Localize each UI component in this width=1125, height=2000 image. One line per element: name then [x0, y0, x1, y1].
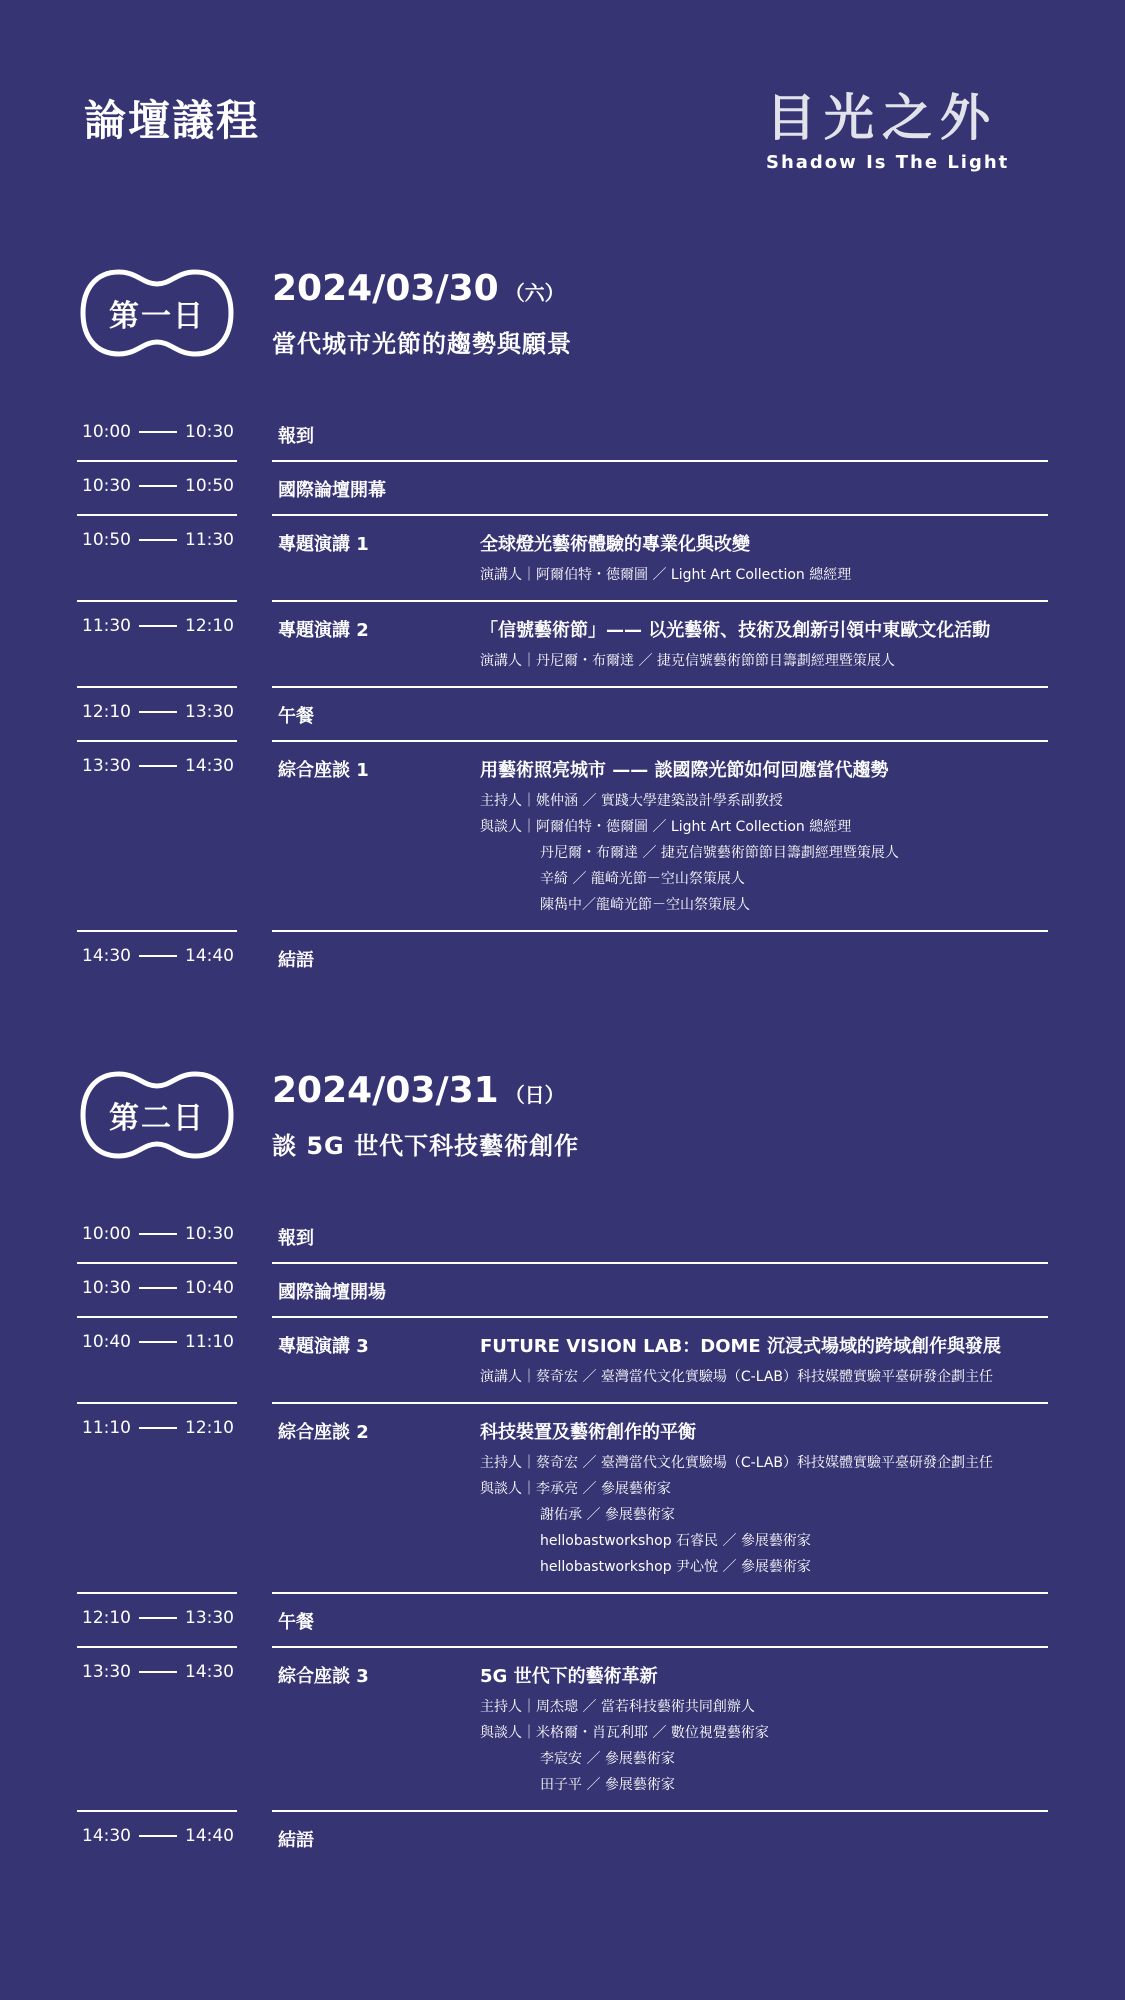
- session-type: 綜合座談 3: [278, 1666, 369, 1687]
- session-detail: [480, 1418, 1060, 1580]
- speaker-line: 陳雋中／龍崎光節－空山祭策展人: [540, 897, 750, 913]
- speaker-line: 與談人｜米格爾・肖瓦利耶 ／ 數位視覺藝術家: [480, 1725, 769, 1741]
- start-time: 11:10: [82, 1418, 131, 1438]
- speaker-line: 與談人｜李承亮 ／ 參展藝術家: [480, 1481, 671, 1497]
- weekday: （日）: [504, 1083, 565, 1107]
- time-range: [82, 1332, 234, 1352]
- session-topic: 科技裝置及藝術創作的平衡: [480, 1422, 696, 1443]
- time-range: [82, 1608, 234, 1628]
- time-dash: [139, 485, 177, 487]
- end-time: 13:30: [185, 1608, 234, 1628]
- schedule-row: [0, 932, 1125, 986]
- session-topic: FUTURE VISION LAB：DOME 沉浸式場域的跨域創作與發展: [480, 1336, 1001, 1357]
- time-dash: [139, 1427, 177, 1429]
- session-topic: 用藝術照亮城市 —— 談國際光節如何回應當代趨勢: [480, 760, 889, 781]
- session-detail: [480, 530, 1060, 588]
- time-dash: [139, 1617, 177, 1619]
- session-type: 報到: [278, 1228, 314, 1249]
- session-type: 專題演講 2: [278, 620, 369, 641]
- start-time: 10:50: [82, 530, 131, 550]
- session-detail: [480, 616, 1060, 674]
- session-type: 專題演講 1: [278, 534, 369, 555]
- end-time: 10:40: [185, 1278, 234, 1298]
- time-dash: [139, 1233, 177, 1235]
- time-dash: [139, 431, 177, 433]
- schedule-row: [0, 1318, 1125, 1404]
- start-time: 14:30: [82, 946, 131, 966]
- time-range: [82, 422, 234, 442]
- start-time: 10:00: [82, 1224, 131, 1244]
- schedule-row: [0, 742, 1125, 932]
- time-dash: [139, 539, 177, 541]
- time-dash: [139, 1671, 177, 1673]
- end-time: 10:30: [185, 1224, 234, 1244]
- page-title: 論壇議程: [84, 96, 261, 145]
- end-time: 12:10: [185, 616, 234, 636]
- time-range: [82, 1418, 234, 1438]
- schedule-row: [0, 1264, 1125, 1318]
- time-dash: [139, 1287, 177, 1289]
- time-range: [82, 476, 234, 496]
- end-time: 11:10: [185, 1332, 234, 1352]
- end-time: 13:30: [185, 702, 234, 722]
- date-text: 2024/03/31: [272, 1070, 499, 1111]
- session-detail: [480, 1332, 1060, 1390]
- date-text: 2024/03/30: [272, 268, 499, 309]
- day-date: [272, 268, 565, 309]
- session-type: 午餐: [278, 1612, 314, 1633]
- session-detail: [480, 756, 1060, 918]
- session-type: 結語: [278, 950, 314, 971]
- session-type: 報到: [278, 426, 314, 447]
- schedule-row: [0, 408, 1125, 462]
- session-type: 結語: [278, 1830, 314, 1851]
- schedule-row: [0, 602, 1125, 688]
- end-time: 10:50: [185, 476, 234, 496]
- session-type: 國際論壇開幕: [278, 480, 386, 501]
- end-time: 14:30: [185, 756, 234, 776]
- session-type: 綜合座談 2: [278, 1422, 369, 1443]
- time-range: [82, 946, 234, 966]
- end-time: 11:30: [185, 530, 234, 550]
- session-topic: 「信號藝術節」—— 以光藝術、技術及創新引領中東歐文化活動: [480, 620, 991, 641]
- end-time: 14:40: [185, 1826, 234, 1846]
- session-type: 國際論壇開場: [278, 1282, 386, 1303]
- session-type: 專題演講 3: [278, 1336, 369, 1357]
- session-topic: 5G 世代下的藝術革新: [480, 1666, 658, 1687]
- start-time: 13:30: [82, 756, 131, 776]
- speaker-line: 演講人｜丹尼爾・布爾達 ／ 捷克信號藝術節節目籌劃經理暨策展人: [480, 653, 895, 669]
- schedule-row: [0, 462, 1125, 516]
- time-range: [82, 1278, 234, 1298]
- time-range: [82, 1662, 234, 1682]
- day-badge-label: 第一日: [109, 299, 205, 334]
- time-dash: [139, 625, 177, 627]
- schedule-row: [0, 1594, 1125, 1648]
- start-time: 12:10: [82, 1608, 131, 1628]
- session-type: 午餐: [278, 706, 314, 727]
- logo: [766, 88, 1048, 173]
- time-range: [82, 1826, 234, 1846]
- start-time: 10:00: [82, 422, 131, 442]
- speaker-line: 主持人｜周杰璁 ／ 當若科技藝術共同創辦人: [480, 1699, 755, 1715]
- time-dash: [139, 711, 177, 713]
- schedule-row: [0, 516, 1125, 602]
- speaker-line: hellobastworkshop 尹心悅 ／ 參展藝術家: [540, 1559, 811, 1575]
- speaker-line: 田子平 ／ 參展藝術家: [540, 1777, 675, 1793]
- schedule-row: [0, 1812, 1125, 1866]
- day-date: [272, 1070, 565, 1111]
- speaker-line: 丹尼爾・布爾達 ／ 捷克信號藝術節節目籌劃經理暨策展人: [540, 845, 899, 861]
- session-type: 綜合座談 1: [278, 760, 369, 781]
- speaker-line: 演講人｜蔡奇宏 ／ 臺灣當代文化實驗場（C-LAB）科技媒體實驗平臺研發企劃主任: [480, 1369, 994, 1385]
- session-topic: 全球燈光藝術體驗的專業化與改變: [480, 534, 750, 555]
- start-time: 10:40: [82, 1332, 131, 1352]
- schedule-row: [0, 1210, 1125, 1264]
- speaker-line: 辛綺 ／ 龍崎光節－空山祭策展人: [540, 871, 745, 887]
- start-time: 13:30: [82, 1662, 131, 1682]
- start-time: 10:30: [82, 1278, 131, 1298]
- time-dash: [139, 1835, 177, 1837]
- end-time: 14:40: [185, 946, 234, 966]
- schedule-row: [0, 688, 1125, 742]
- speaker-line: 李宸安 ／ 參展藝術家: [540, 1751, 675, 1767]
- time-range: [82, 530, 234, 550]
- end-time: 12:10: [185, 1418, 234, 1438]
- time-dash: [139, 955, 177, 957]
- time-range: [82, 756, 234, 776]
- speaker-line: 演講人｜阿爾伯特・德爾圖 ／ Light Art Collection 總經理: [480, 567, 852, 583]
- time-range: [82, 702, 234, 722]
- schedule-row: [0, 1648, 1125, 1812]
- start-time: 10:30: [82, 476, 131, 496]
- start-time: 11:30: [82, 616, 131, 636]
- time-range: [82, 616, 234, 636]
- time-range: [82, 1224, 234, 1244]
- logo-subtitle: Shadow Is The Light: [766, 152, 1010, 173]
- time-dash: [139, 765, 177, 767]
- start-time: 12:10: [82, 702, 131, 722]
- end-time: 10:30: [185, 422, 234, 442]
- speaker-line: 謝佑承 ／ 參展藝術家: [540, 1507, 675, 1523]
- end-time: 14:30: [185, 1662, 234, 1682]
- speaker-line: 與談人｜阿爾伯特・德爾圖 ／ Light Art Collection 總經理: [480, 819, 852, 835]
- speaker-line: hellobastworkshop 石睿民 ／ 參展藝術家: [540, 1533, 811, 1549]
- day-theme: 當代城市光節的趨勢與願景: [272, 330, 572, 358]
- logo-mark: 目光之外: [766, 88, 998, 147]
- start-time: 14:30: [82, 1826, 131, 1846]
- day-theme: 談 5G 世代下科技藝術創作: [272, 1132, 580, 1160]
- weekday: （六）: [504, 281, 565, 305]
- speaker-line: 主持人｜姚仲涵 ／ 實踐大學建築設計學系副教授: [480, 793, 783, 809]
- speaker-line: 主持人｜蔡奇宏 ／ 臺灣當代文化實驗場（C-LAB）科技媒體實驗平臺研發企劃主任: [480, 1455, 994, 1471]
- day-badge-label: 第二日: [109, 1101, 205, 1136]
- session-detail: [480, 1662, 1060, 1798]
- schedule-row: [0, 1404, 1125, 1594]
- time-dash: [139, 1341, 177, 1343]
